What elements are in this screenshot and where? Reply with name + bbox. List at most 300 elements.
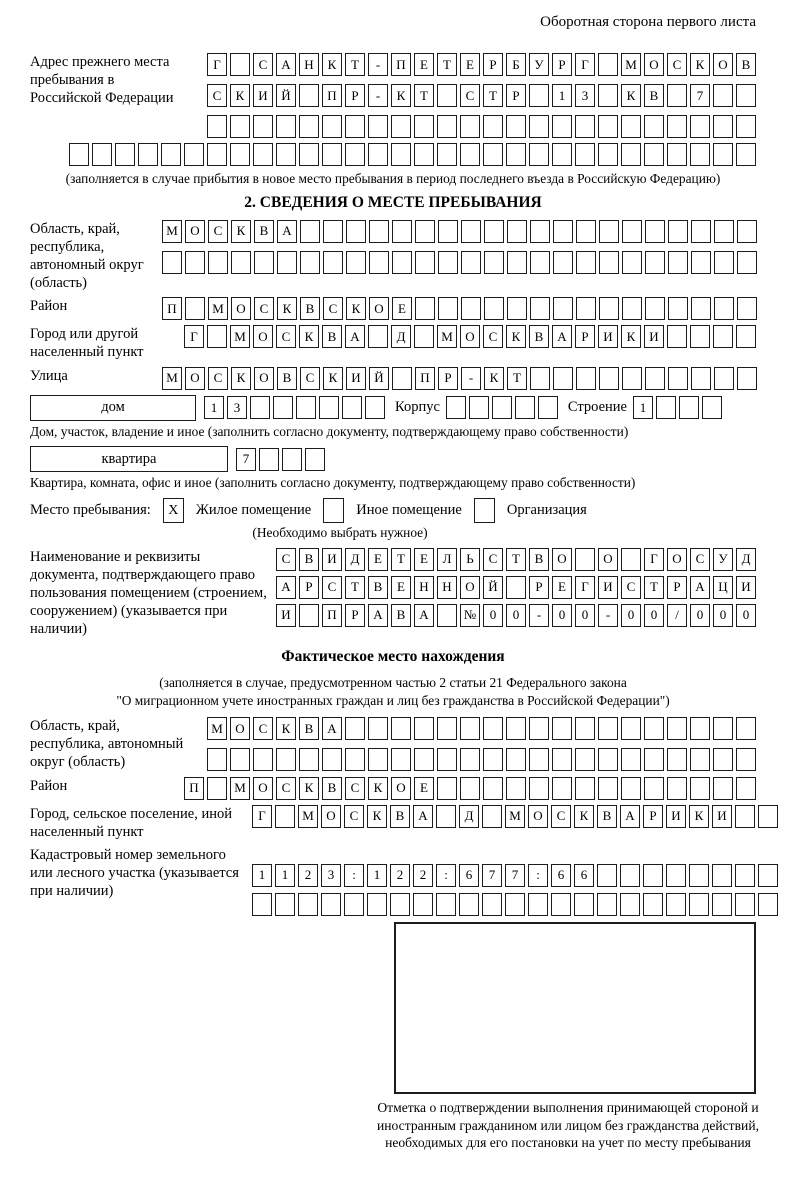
char-cell [438,297,458,320]
char-cell [483,777,503,800]
char-cell [737,220,757,243]
char-cell [459,893,479,916]
char-cell [230,53,250,76]
char-cell: Н [414,576,434,599]
actual-city-field [30,805,756,841]
char-cell: В [322,325,342,348]
char-cell: С [253,717,273,740]
char-cell: М [230,777,250,800]
page-side-note: Оборотная сторона первого листа [540,14,756,30]
char-cell [690,748,710,771]
char-cell: В [254,220,274,243]
char-cell [621,748,641,771]
char-cell [737,297,757,320]
char-cell [300,251,320,274]
char-cell [668,297,688,320]
char-cell: И [253,84,273,107]
char-cell [368,717,388,740]
char-cell [691,367,711,390]
residential-checkbox: X [163,498,184,523]
char-cell [299,748,319,771]
char-cell [482,893,502,916]
char-cell: П [415,367,435,390]
char-cell [713,748,733,771]
char-cell: К [230,84,250,107]
char-cell: Р [529,576,549,599]
char-cell [461,251,481,274]
char-cell [184,143,204,166]
char-cell: Р [552,53,572,76]
char-cell [506,115,526,138]
char-cell [461,220,481,243]
char-cell: С [276,548,296,571]
char-cell [506,717,526,740]
char-cell [714,251,734,274]
char-cell [276,115,296,138]
char-cell: К [689,805,709,828]
char-cell [391,748,411,771]
char-cell [345,717,365,740]
char-cell [736,84,756,107]
char-cell [667,777,687,800]
char-cell: М [207,717,227,740]
char-cell [621,717,641,740]
document-grid-rows [276,548,756,627]
char-cell [575,143,595,166]
char-cell: С [690,548,710,571]
char-cell [345,748,365,771]
char-cell: К [690,53,710,76]
char-cell: Й [369,367,389,390]
char-cell: 0 [506,604,526,627]
char-cell [666,864,686,887]
char-cell: Т [345,53,365,76]
cadastral-field [30,846,756,916]
district-field [30,297,756,320]
char-cell: Е [460,53,480,76]
char-cell: К [367,805,387,828]
actual-district-label: Район [30,777,68,794]
char-cell: 7 [690,84,710,107]
char-cell: В [277,367,297,390]
char-cell [667,748,687,771]
cadastral-row-2 [252,893,778,916]
organization-checkbox [474,498,495,523]
char-cell: С [208,367,228,390]
char-cell [253,115,273,138]
char-cell: И [322,548,342,571]
char-cell [345,115,365,138]
char-cell: В [644,84,664,107]
char-cell [436,893,456,916]
stroenie-row [633,396,722,419]
char-cell [529,777,549,800]
char-cell: М [208,297,228,320]
district-row [162,297,757,320]
actual-region-row-1 [207,717,756,740]
char-cell: П [391,53,411,76]
char-cell: 1 [204,396,224,419]
char-cell [492,396,512,419]
char-cell [322,115,342,138]
char-cell [713,84,733,107]
char-cell [296,396,316,419]
char-cell [758,893,778,916]
street-field [30,367,756,390]
char-cell [714,297,734,320]
char-cell [735,893,755,916]
char-cell [460,115,480,138]
char-cell: Т [414,84,434,107]
char-cell [461,297,481,320]
char-cell: А [414,604,434,627]
char-cell [576,251,596,274]
char-cell: 1 [552,84,572,107]
char-cell [668,251,688,274]
char-cell: Р [575,325,595,348]
char-cell [321,893,341,916]
char-cell [598,777,618,800]
cadastral-row-1 [252,864,778,887]
char-cell [538,396,558,419]
char-cell: Р [667,576,687,599]
char-cell [483,143,503,166]
char-cell [367,893,387,916]
char-cell: Р [299,576,319,599]
char-cell: Р [483,53,503,76]
char-cell [438,220,458,243]
char-cell: А [552,325,572,348]
street-label: Улица [30,367,68,384]
char-cell [553,220,573,243]
char-cell [391,143,411,166]
char-cell: В [299,548,319,571]
actual-city-label: Город, сельское поселение, иной населенный пункт [30,805,233,840]
char-cell: 2 [298,864,318,887]
char-cell [254,251,274,274]
char-cell: Т [644,576,664,599]
char-cell [598,748,618,771]
char-cell: М [298,805,318,828]
char-cell [207,115,227,138]
char-cell: Р [345,604,365,627]
char-cell [553,251,573,274]
char-cell: В [299,717,319,740]
char-cell: И [736,576,756,599]
char-cell: : [528,864,548,887]
char-cell: С [254,297,274,320]
char-cell [460,143,480,166]
char-cell: А [345,325,365,348]
char-cell [250,396,270,419]
char-cell: Г [575,576,595,599]
char-cell: В [529,325,549,348]
char-cell: О [528,805,548,828]
char-cell [276,143,296,166]
char-cell [300,220,320,243]
char-cell [713,143,733,166]
char-cell [505,893,525,916]
char-cell [713,115,733,138]
char-cell: Н [437,576,457,599]
char-cell [712,893,732,916]
char-cell [691,251,711,274]
char-cell [599,220,619,243]
char-cell [415,297,435,320]
char-cell [598,143,618,166]
char-cell [414,717,434,740]
char-cell [667,717,687,740]
char-cell: И [598,325,618,348]
char-cell [413,893,433,916]
char-cell: Д [345,548,365,571]
char-cell [644,777,664,800]
char-cell: К [506,325,526,348]
char-cell [507,297,527,320]
char-cell [599,251,619,274]
char-cell: - [598,604,618,627]
char-cell [530,220,550,243]
char-cell [322,143,342,166]
cadastral-grid-rows [252,864,778,916]
char-cell [369,251,389,274]
char-cell [484,251,504,274]
char-cell [553,367,573,390]
char-cell [368,748,388,771]
char-cell [679,396,699,419]
char-cell [645,251,665,274]
char-cell [552,115,572,138]
char-cell: А [322,717,342,740]
char-cell [552,143,572,166]
char-cell: 0 [736,604,756,627]
char-cell [690,115,710,138]
char-cell: И [666,805,686,828]
char-cell: 3 [227,396,247,419]
char-cell [553,297,573,320]
char-cell: А [277,220,297,243]
house-number-row [204,396,385,419]
char-cell [666,893,686,916]
char-cell: Г [184,325,204,348]
char-cell [305,448,325,471]
char-cell: С [322,576,342,599]
prev-address-grid-rows [207,53,756,138]
char-cell: О [254,367,274,390]
char-cell [437,777,457,800]
char-cell: 0 [483,604,503,627]
region-row-1 [162,220,757,243]
house-note: Дом, участок, владение и иное (заполнить согласно документу, подтверждающему право собственности) [30,423,629,439]
char-cell [346,220,366,243]
char-cell: Й [276,84,296,107]
char-cell [668,367,688,390]
char-cell: Е [414,53,434,76]
char-cell [92,143,112,166]
char-cell: С [621,576,641,599]
char-cell [506,748,526,771]
char-cell: Г [207,53,227,76]
char-cell [691,297,711,320]
char-cell: К [322,53,342,76]
char-cell: 0 [713,604,733,627]
char-cell: И [276,604,296,627]
korpus-row [446,396,558,419]
city-row [184,325,756,348]
char-cell: К [346,297,366,320]
char-cell [276,748,296,771]
char-cell [656,396,676,419]
char-cell: В [529,548,549,571]
char-cell: В [391,604,411,627]
char-cell: О [391,777,411,800]
char-cell: М [621,53,641,76]
char-cell: И [712,805,732,828]
char-cell: 3 [575,84,595,107]
cadastral-label: Кадастровый номер земельного или лесного участка (указывается при наличии) [30,846,239,900]
char-cell: В [597,805,617,828]
char-cell: С [276,777,296,800]
char-cell [574,893,594,916]
char-cell: М [230,325,250,348]
char-cell [392,251,412,274]
apartment-type-box: квартира [30,446,228,472]
document-row-3 [276,604,756,627]
char-cell [690,143,710,166]
char-cell: В [322,777,342,800]
char-cell [392,367,412,390]
char-cell: Е [391,576,411,599]
char-cell: Т [507,367,527,390]
char-cell: А [620,805,640,828]
char-cell [259,448,279,471]
char-cell: Г [252,805,272,828]
char-cell: Е [414,548,434,571]
char-cell: О [644,53,664,76]
char-cell [275,805,295,828]
char-cell [736,143,756,166]
region-row-2 [162,251,757,274]
char-cell: К [621,325,641,348]
region-grid-rows [162,220,757,274]
char-cell [368,143,388,166]
char-cell [599,367,619,390]
char-cell [530,251,550,274]
document-row-1 [276,548,756,571]
char-cell: Е [552,576,572,599]
char-cell [643,864,663,887]
char-cell [598,717,618,740]
prev-address-row-3 [207,115,756,138]
char-cell [299,84,319,107]
char-cell: Е [392,297,412,320]
char-cell [621,777,641,800]
char-cell: 7 [482,864,502,887]
char-cell: 7 [236,448,256,471]
char-cell: О [369,297,389,320]
char-cell [689,864,709,887]
char-cell [576,220,596,243]
document-field [30,548,756,639]
char-cell: М [505,805,525,828]
char-cell [437,717,457,740]
char-cell: С [253,53,273,76]
char-cell [690,777,710,800]
char-cell [460,777,480,800]
house-row [30,395,756,421]
char-cell [736,777,756,800]
char-cell [299,115,319,138]
char-cell [437,748,457,771]
char-cell [712,864,732,887]
char-cell [323,220,343,243]
char-cell: И [598,576,618,599]
char-cell: П [322,84,342,107]
char-cell: Т [437,53,457,76]
stay-type-note: (Необходимо выбрать нужное) [252,525,428,540]
char-cell [529,748,549,771]
char-cell [597,893,617,916]
char-cell [644,717,664,740]
char-cell [483,115,503,138]
char-cell [253,748,273,771]
city-field [30,325,756,361]
char-cell [460,717,480,740]
char-cell [369,220,389,243]
char-cell [713,777,733,800]
char-cell: К [368,777,388,800]
char-cell: 6 [574,864,594,887]
char-cell [714,220,734,243]
char-cell [275,893,295,916]
char-cell [702,396,722,419]
char-cell: К [231,367,251,390]
char-cell: О [321,805,341,828]
actual-region-row-2 [207,748,756,771]
char-cell: 0 [621,604,641,627]
char-cell [597,864,617,887]
char-cell: К [621,84,641,107]
char-cell [529,84,549,107]
char-cell: Л [437,548,457,571]
char-cell [713,325,733,348]
char-cell [437,143,457,166]
char-cell: 2 [390,864,410,887]
char-cell [576,367,596,390]
char-cell: Н [299,53,319,76]
char-cell: 0 [644,604,664,627]
char-cell [622,367,642,390]
char-cell [390,893,410,916]
char-cell [115,143,135,166]
char-cell [645,297,665,320]
char-cell [415,220,435,243]
char-cell: О [230,717,250,740]
char-cell [323,251,343,274]
actual-region-label: Область, край, республика, автономный округ (область) [30,718,184,771]
char-cell: П [184,777,204,800]
char-cell: А [276,53,296,76]
char-cell [460,748,480,771]
region-field [30,220,756,293]
char-cell [437,115,457,138]
char-cell [368,325,388,348]
char-cell: Ц [713,576,733,599]
char-cell [446,396,466,419]
char-cell [552,748,572,771]
char-cell [162,251,182,274]
char-cell [482,805,502,828]
